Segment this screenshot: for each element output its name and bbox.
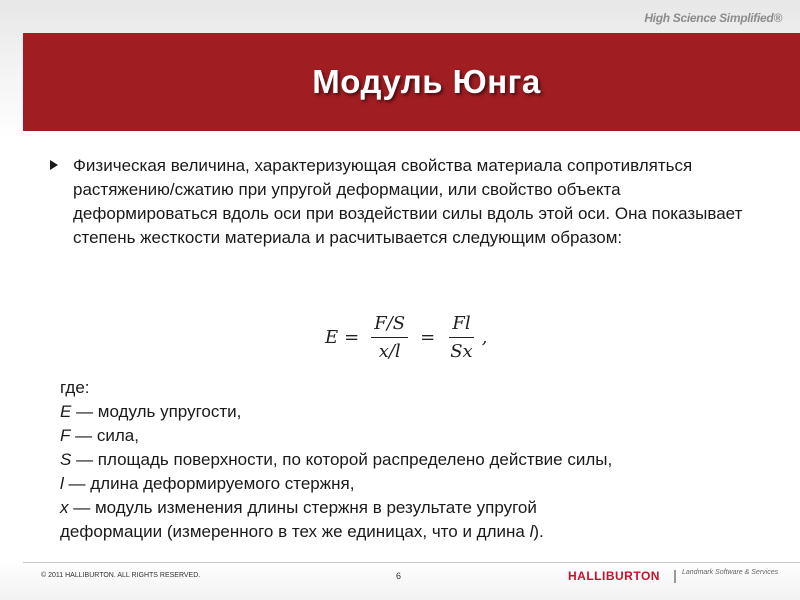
tagline: High Science Simplified® — [644, 11, 782, 25]
definition-text: — модуль упругости, — [71, 402, 242, 421]
variable-symbol: l — [529, 522, 534, 541]
logo-subtitle: Landmark Software & Services — [682, 569, 779, 576]
variable-definitions — [60, 376, 760, 544]
copyright: © 2011 HALLIBURTON. ALL RIGHTS RESERVED. — [41, 572, 201, 579]
definition-line — [60, 496, 760, 520]
formula-fraction-2 — [447, 313, 475, 362]
halliburton-logo: HALLIBURTON — [568, 569, 660, 583]
variable-symbol: l — [60, 474, 64, 493]
definition-line — [60, 400, 760, 424]
page-title: Модуль Юнга — [312, 63, 541, 100]
formula-trailing-comma: , — [481, 327, 488, 348]
definition-text: — сила, — [70, 426, 139, 445]
definition-text: ). — [533, 522, 544, 541]
fraction-1-numerator: F/S — [371, 313, 408, 338]
definition-line — [60, 520, 760, 544]
formula-lhs: E — [325, 327, 339, 348]
definition-line — [60, 424, 760, 448]
formula-fraction-1 — [371, 313, 408, 362]
definition-line — [60, 472, 760, 496]
definition-text: — площадь поверхности, по которой распределено действие силы, — [71, 450, 613, 469]
fraction-2-denominator: Sx — [450, 341, 473, 362]
fraction-1-denominator: x/l — [378, 341, 401, 362]
definition-line — [60, 448, 760, 472]
definition-text: деформации (измеренного в тех же единицах, что и длина — [60, 522, 530, 541]
where-label: где: — [60, 378, 90, 397]
young-modulus-formula — [325, 310, 487, 365]
footer-divider — [23, 562, 800, 563]
page-number: 6 — [396, 571, 402, 581]
bullet-arrow-icon — [50, 160, 58, 170]
formula-equals-2: = — [420, 327, 436, 348]
variable-symbol: F — [60, 426, 71, 445]
title-bar — [23, 33, 800, 131]
formula-equals-1: = — [344, 327, 360, 348]
definition-text: — длина деформируемого стержня, — [63, 474, 355, 493]
logo-separator — [674, 570, 676, 583]
variable-symbol: E — [60, 402, 72, 421]
variable-symbol: S — [60, 450, 72, 469]
variable-symbol: x — [60, 498, 69, 517]
fraction-2-numerator: Fl — [449, 313, 473, 338]
definition-paragraph: Физическая величина, характеризующая свойства материала сопротивляться растяжению/сжатию при упругой деформации, или свойство объекта деформироваться вдоль оси при воздействии силы вдоль этой оси. Она показывает степень жесткости материала и расчитывается следующим образом: — [73, 156, 743, 247]
definition-text: — модуль изменения длины стержня в результате упругой — [68, 498, 537, 517]
